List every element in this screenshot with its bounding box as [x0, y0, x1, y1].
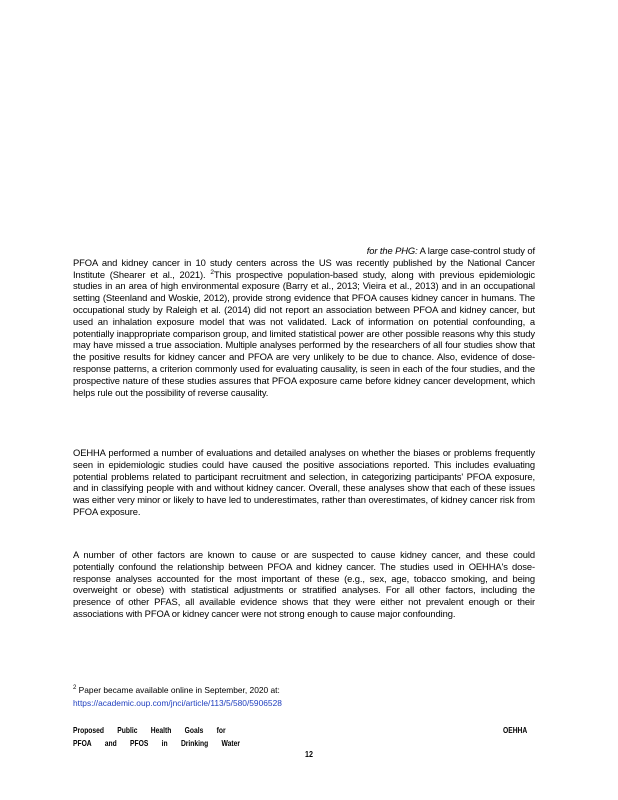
lead-rest: A large case-control study of [417, 245, 535, 256]
paragraph-confounding: A number of other factors are known to cause or are suspected to cause kidney cancer, and these could potentially confound the relationship between PFOA and kidney cancer. The studies used in OEHHA's dose-response analyses accounted for the most important of these (e.g., sex, age, tobacco smoking, and being overweight or obese) with statistical adjustments or stratified analyses. For all other factors, including the presence of other PFAS, all available evidence shows that they were either not prevalent enough or their associations with PFOA or kidney cancer were not strong enough to cause major confounding. [73, 549, 535, 619]
paragraph-pfoa-kidney-evidence [73, 245, 535, 398]
paragraph-lead [73, 245, 535, 257]
footnote-link[interactable]: https://academic.oup.com/jnci/article/113/5/580/5906528 [73, 698, 282, 708]
footnote-body: Paper became available online in September, 2020 at: [76, 685, 280, 695]
footer-title-line-1: Proposed Public Health Goals for [73, 726, 226, 735]
footnote [73, 684, 533, 710]
paragraph-text-b: This prospective population-based study, along with previous epidemiologic studies in an area of high environmental exposure (Barry et al., 2013; Vieira et al., 2013) and in an occupational setting (Steenland and Woskie, 2012), provide strong evidence that PFOA causes kidney cancer in humans. The occupational study by Raleigh et al. (2014) did not report an association between PFOA and kidney cancer, but used an inhalation exposure model that was not validated. Lack of information on potential confounding, a potentially inappropriate comparison group, and limited statistical power are other possible reasons why this study may have missed a true association. Multiple analyses performed by the researchers of all four studies show that the positive results for kidney cancer and PFOA are very unlikely to be due to chance. Also, evidence of dose-response patterns, a criterion commonly used for evaluating causality, is seen in each of the four studies, and the prospective nature of these studies assures that PFOA exposure came before kidney cancer development, which helps rule out the possibility of reverse causality. [73, 268, 535, 398]
footnote-ref[interactable]: 2 [210, 268, 214, 276]
footnote-marker: 2 [73, 685, 77, 692]
paragraph-bias-evaluations: OEHHA performed a number of evaluations and detailed analyses on whether the biases or problems frequently seen in epidemiologic studies could have caused the positive associations reported. This includes evaluating potential problems related to participant recruitment and selection, in categorizing participants' PFOA exposure, and in classifying people with and without kidney cancer. Overall, these analyses show that each of these issues was either very minor or likely to have led to underestimates, rather than overestimates, of kidney cancer risk from PFOA exposure. [73, 447, 535, 517]
lead-italic: for the PHG: [366, 245, 418, 256]
footnote-text [73, 685, 280, 695]
footer-title-line-2: PFOA and PFOS in Drinking Water [73, 738, 240, 748]
paragraph-text-a: PFOA and kidney cancer in 10 study centers across the US was recently published by the National Cancer Institute (Shearer et al., 2021). [73, 256, 535, 280]
page-number: 12 [305, 749, 313, 759]
footer-agency: OEHHA [503, 726, 528, 735]
footer-document-title [73, 725, 270, 750]
